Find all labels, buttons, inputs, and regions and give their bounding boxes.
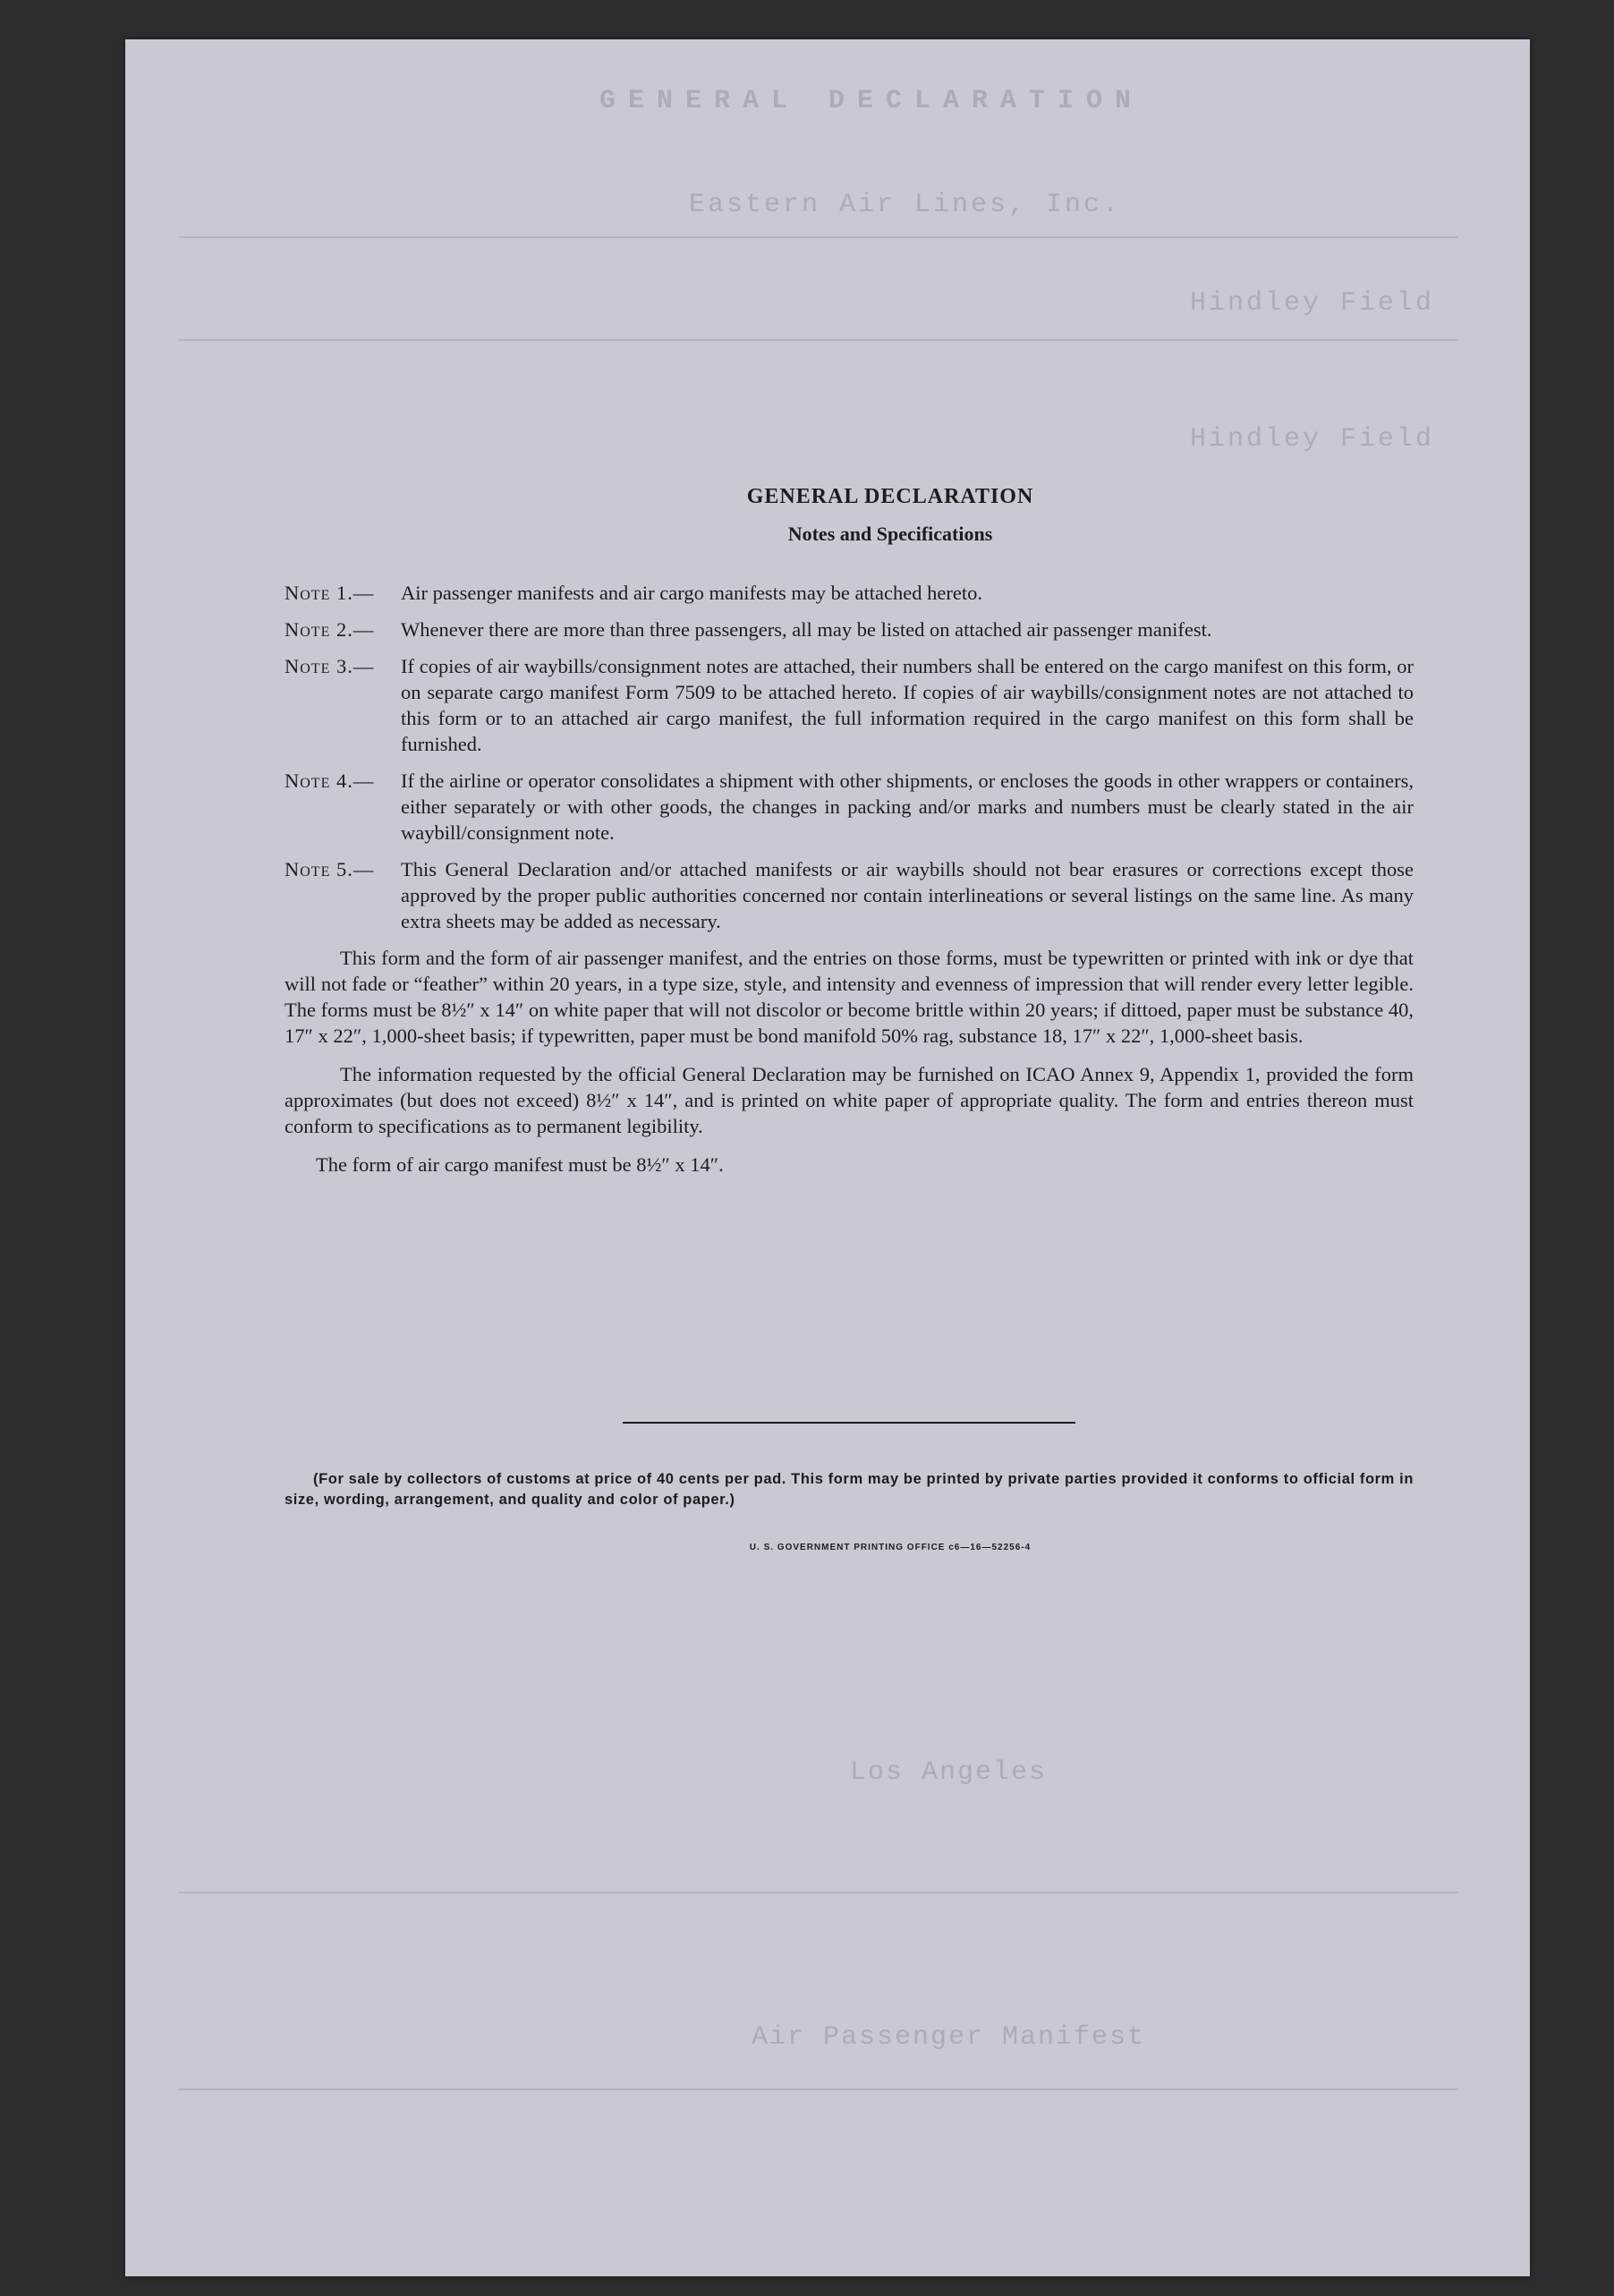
note-label: Note 5.— [285, 858, 375, 880]
note-1 [285, 580, 1414, 606]
note-text: If the airline or operator consolidates a shipment with other shipments, or encloses the goods in other wrappers or containers, either separately or with other goods, the changes in packing and/or marks and numbers must be clearly stated in the air waybill/consignment note. [401, 770, 1414, 844]
show-through-rule [179, 2088, 1458, 2090]
notes-section [285, 580, 1414, 1178]
declaration-subtitle: Notes and Specifications [787, 523, 993, 545]
show-through-rule [179, 236, 1458, 238]
document-page [125, 39, 1530, 2276]
show-through-title: GENERAL DECLARATION [599, 86, 1144, 116]
note-text: This General Declaration and/or attached manifests or air waybills should not bear erasures or corrections except those approved by the proper public authorities concerned nor contain interlineations or several listings on the same line. As many extra sheets may be added as necessary. [401, 858, 1414, 932]
cargo-manifest-size-line: The form of air cargo manifest must be 8½″ x 14″. [316, 1153, 724, 1176]
printing-office-line: U. S. GOVERNMENT PRINTING OFFICE c6—16—52256-4 [749, 1543, 1032, 1552]
note-5 [285, 856, 1414, 934]
specification-paragraph: This form and the form of air passenger manifest, and the entries on those forms, must be typewritten or printed with ink or dye that will not fade or “feather” within 20 years, in a type size, style, and intensity and evenness of impression that will render every letter legible. The forms must be 8½″ x 14″ on white paper that will not discolor or become brittle within 20 years; if dittoed, paper must be substance 40, 17″ x 22″, 1,000-sheet basis; if typewritten, paper must be bond manifold 50% rag, substance 18, 17″ x 22″, 1,000-sheet basis. [285, 947, 1414, 1047]
sale-notice [285, 1469, 1414, 1510]
note-text: If copies of air waybills/consignment notes are attached, their numbers shall be entered on the cargo manifest on this form, or on separate cargo manifest Form 7509 to be attached hereto. If copies of air waybills/consignment notes are not attached to this form or to an attached air cargo manifest, the full information required in the cargo manifest on this form shall be furnished. [401, 655, 1414, 755]
declaration-title: GENERAL DECLARATION [746, 485, 1034, 508]
note-label: Note 2.— [285, 618, 375, 641]
show-through-rule [179, 339, 1458, 341]
show-through-place-2: Hindley Field [1190, 424, 1435, 455]
divider-rule [623, 1422, 1075, 1424]
note-text: Air passenger manifests and air cargo manifests may be attached hereto. [401, 582, 982, 604]
note-text: Whenever there are more than three passengers, all may be listed on attached air passenger manifest. [401, 618, 1212, 641]
note-4 [285, 768, 1414, 846]
sale-notice-text: (For sale by collectors of customs at price of 40 cents per pad. This form may be printed by private parties provided it conforms to official form in size, wording, arrangement, and quality and color of paper.) [285, 1471, 1414, 1508]
icao-paragraph: The information requested by the official General Declaration may be furnished on ICAO Annex 9, Appendix 1, provided the form approximates (but does not exceed) 8½″ x 14″, and is printed on white paper of appropriate quality. The form and entries thereon must conform to specifications as to permanent legibility. [285, 1063, 1414, 1137]
show-through-manifest-line: Air Passenger Manifest [752, 2022, 1146, 2053]
note-label: Note 3.— [285, 655, 375, 677]
note-2 [285, 617, 1414, 642]
show-through-place: Hindley Field [1190, 288, 1435, 319]
show-through-rule [179, 1892, 1458, 1893]
note-label: Note 1.— [285, 582, 375, 604]
note-3 [285, 653, 1414, 757]
note-label: Note 4.— [285, 770, 375, 792]
show-through-place-3: Los Angeles [850, 1757, 1048, 1788]
show-through-operator: Eastern Air Lines, Inc. [689, 190, 1122, 220]
